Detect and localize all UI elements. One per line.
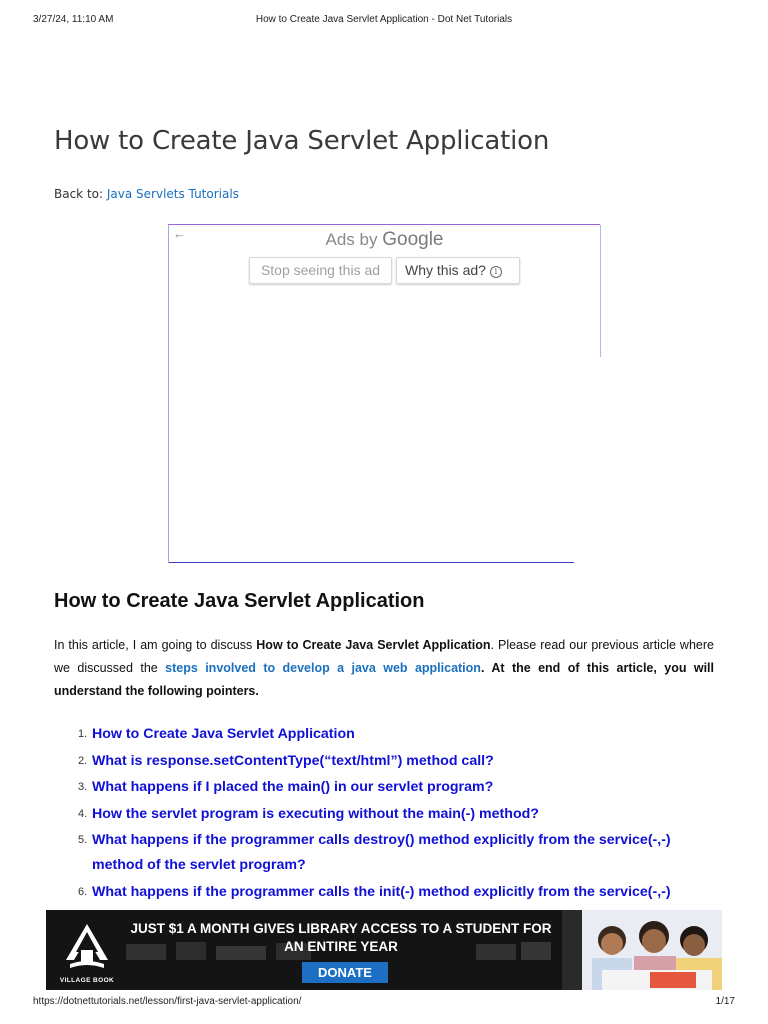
- back-to-link[interactable]: Java Servlets Tutorials: [106, 187, 239, 201]
- list-number: 6.: [78, 885, 88, 898]
- list-item: [54, 880, 714, 905]
- previous-article-link[interactable]: steps involved to develop a java web application: [165, 661, 481, 675]
- logo-text: VILLAGE BOOK: [59, 977, 115, 984]
- house-logo-icon: [56, 920, 118, 972]
- donation-banner[interactable]: [46, 910, 722, 990]
- list-number: 4.: [78, 807, 88, 820]
- print-datetime: 3/27/24, 11:10 AM: [33, 14, 114, 25]
- pointer-link[interactable]: What is response.setContentType(“text/html”) method call?: [92, 752, 494, 769]
- back-arrow-icon[interactable]: ←: [173, 226, 186, 241]
- stop-seeing-ad-button[interactable]: Stop seeing this ad: [249, 257, 392, 284]
- ad-border-right: [600, 225, 601, 357]
- print-page-number: 1/17: [715, 996, 735, 1007]
- list-item: [54, 828, 714, 878]
- list-number: 2.: [78, 754, 88, 767]
- print-doc-title: How to Create Java Servlet Application - Dot Net Tutorials: [255, 14, 513, 25]
- list-item: [54, 802, 714, 827]
- intro-bold-text: How to Create Java Servlet Application: [256, 638, 491, 652]
- page-title: How to Create Java Servlet Application: [54, 126, 550, 156]
- tagline-line-2: AN ENTIRE YEAR: [284, 939, 398, 954]
- ads-by-text: Ads by: [325, 230, 378, 249]
- ads-by-google-label: [169, 229, 600, 251]
- pointer-link[interactable]: How to Create Java Servlet Application: [92, 726, 355, 742]
- pointers-list: [54, 722, 714, 906]
- village-book-logo: [56, 920, 118, 984]
- breadcrumb: [54, 187, 239, 201]
- pointer-link[interactable]: What happens if the programmer calls the init(-) method explicitly from the service(-,-): [92, 883, 671, 900]
- banner-tagline: [126, 920, 556, 956]
- print-header: [33, 14, 735, 28]
- back-to-label: Back to:: [54, 187, 104, 201]
- pointer-link[interactable]: How the servlet program is executing without the main(-) method?: [92, 805, 539, 822]
- donate-button[interactable]: DONATE: [302, 962, 388, 983]
- list-item: [54, 749, 714, 774]
- ad-container: [168, 224, 600, 563]
- ad-border-bottom: [169, 562, 574, 563]
- list-number: 3.: [78, 781, 88, 793]
- intro-text-2: . Please read our previous article where we discussed the: [54, 638, 714, 675]
- google-logo: Google: [382, 229, 444, 250]
- info-icon: i: [490, 266, 502, 278]
- print-footer: [33, 996, 735, 1010]
- children-reading-photo: [562, 910, 722, 990]
- tagline-line-1: JUST $1 A MONTH GIVES LIBRARY ACCESS TO A STUDENT FOR: [130, 921, 552, 936]
- intro-paragraph: [54, 634, 714, 703]
- intro-text-3: . At the end of this article, you will understand the following pointers.: [54, 661, 715, 698]
- pointer-link[interactable]: What happens if the programmer calls destroy() method explicitly from the service(-,-) method of the servlet program?: [92, 832, 671, 873]
- print-url: https://dotnettutorials.net/lesson/first-java-servlet-application/: [33, 996, 302, 1007]
- why-this-ad-button[interactable]: [396, 257, 520, 284]
- why-this-ad-label: Why this ad?: [405, 262, 486, 278]
- list-number: 1.: [78, 728, 88, 740]
- intro-text-1: In this article, I am going to discuss: [54, 638, 257, 652]
- pointer-link[interactable]: What happens if I placed the main() in our servlet program?: [92, 779, 494, 795]
- list-item: [54, 722, 714, 747]
- list-item: [54, 775, 714, 800]
- list-number: 5.: [78, 834, 88, 846]
- section-heading: How to Create Java Servlet Application: [54, 590, 425, 612]
